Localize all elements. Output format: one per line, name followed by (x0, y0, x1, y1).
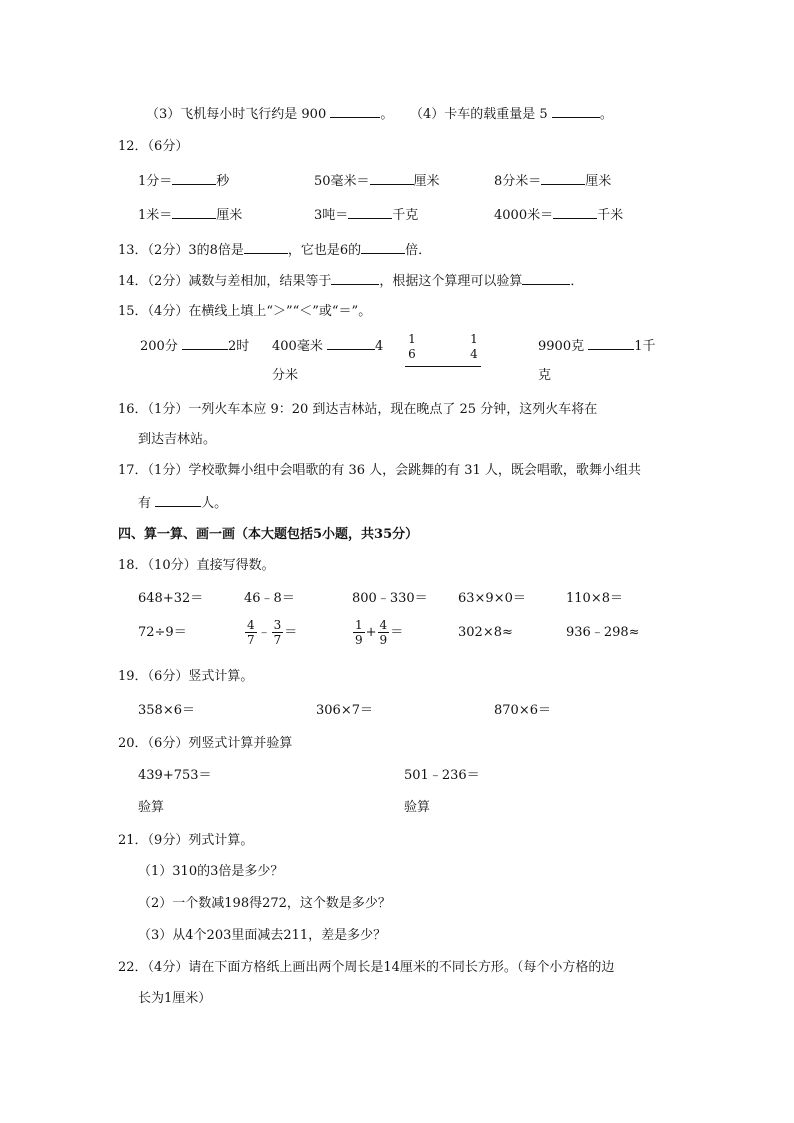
q17-line1: 17．（1分）学校歌舞小组中会唱歌的有 36 人，会跳舞的有 31 人，既会唱歌，歌舞小组共 (118, 463, 641, 478)
fraction: $\frac{4}{7}$ (247, 618, 255, 647)
answer-blank[interactable] (330, 105, 380, 118)
q18-r2-d: 302×8≈ (458, 625, 513, 640)
q20-check-a: 验算 (138, 800, 165, 815)
q16-line1: 16．（1分）一列火车本应 9：20 到达吉林站，现在晚点了 25 分钟，这列火车将在 (118, 402, 598, 417)
q21-sub-3: （3）从4个203里面减去211，差是多少？ (138, 928, 387, 943)
q11-part4: （4）卡车的载重量是 5 。 (410, 107, 613, 122)
answer-blank[interactable] (348, 206, 392, 219)
fraction: $\frac{4}{9}$ (379, 618, 388, 647)
q15-item-a: 200分 2时 (140, 339, 250, 354)
q12-item-a: 1分＝ 秒 (138, 174, 230, 189)
q18-r1-e: 110×8＝ (566, 591, 623, 606)
q12-item-f: 4000米＝ 千米 (494, 208, 624, 223)
fraction: $\frac{1}{9}$ (355, 618, 363, 647)
answer-blank[interactable] (244, 241, 288, 254)
q19-item-a: 358×6＝ (138, 703, 195, 718)
q15-item-b: 400毫米 4 (272, 339, 384, 354)
q15-fraction-2: 1 4 (470, 332, 478, 361)
answer-blank[interactable] (552, 105, 600, 118)
q20-item-a: 439+753＝ (138, 768, 212, 783)
answer-blank[interactable] (182, 337, 228, 350)
q12-item-e: 3吨＝ 千克 (314, 208, 419, 223)
q15-unit-c: 克 (538, 368, 552, 383)
q19-item-c: 870×6＝ (494, 703, 551, 718)
q18-r2-b: $\frac{4}{7}$ ﹣ $\frac{3}{7}$ ＝ (247, 618, 298, 647)
answer-blank[interactable] (172, 206, 216, 219)
q19-heading: 19．（6分）竖式计算。 (118, 669, 254, 684)
q18-r2-e: 936﹣298≈ (566, 625, 640, 640)
answer-blank[interactable] (361, 241, 405, 254)
answer-blank[interactable] (331, 272, 379, 285)
q21-heading: 21．（9分）列式计算。 (118, 833, 254, 848)
q18-r2-c: $\frac{1}{9}$ + $\frac{4}{9}$ ＝ (355, 618, 404, 647)
q21-sub-2: （2）一个数减198得272，这个数是多少？ (138, 896, 391, 911)
q12-heading: 12．（6分） (118, 139, 189, 154)
section-heading: 四、算一算、画一画（本大题包括5小题，共35分） (118, 527, 419, 542)
q18-r1-d: 63×9×0＝ (458, 591, 526, 606)
answer-blank[interactable] (370, 172, 414, 185)
answer-blank[interactable] (588, 337, 634, 350)
q11-part3: （3）飞机每小时飞行约是 900 。 (146, 107, 394, 122)
q15-item-c: 9900克 1千 (538, 339, 656, 354)
q15-fraction-answer-line[interactable] (405, 366, 481, 367)
answer-blank[interactable] (327, 337, 375, 350)
q20-heading: 20．（6分）列竖式计算并验算 (118, 736, 293, 751)
q15-unit-b: 分米 (272, 368, 299, 383)
q15-heading: 15．（4分）在横线上填上“＞”“＜”或“＝”。 (118, 304, 372, 319)
q18-r1-a: 648+32＝ (138, 591, 204, 606)
q12-item-d: 1米＝ 厘米 (138, 208, 243, 223)
q22-line2: 长为1厘米） (138, 991, 212, 1006)
answer-blank[interactable] (172, 172, 216, 185)
q14: 14．（2分）减数与差相加，结果等于 ，根据这个算理可以验算 ． (118, 274, 584, 289)
q18-r2-a: 72÷9＝ (138, 625, 187, 640)
q21-sub-1: （1）310的3倍是多少？ (138, 864, 284, 879)
q13: 13．（2分）3的8倍是 ，它也是6的 倍． (118, 243, 432, 258)
q12-item-b: 50毫米＝ 厘米 (314, 174, 440, 189)
answer-blank[interactable] (541, 172, 585, 185)
q17-line2: 有 人。 (138, 496, 228, 511)
q18-r1-b: 46﹣8＝ (244, 591, 295, 606)
q20-item-b: 501﹣236＝ (404, 768, 480, 783)
q22-line1: 22．（4分）请在下面方格纸上画出两个周长是14厘米的不同长方形。（每个小方格的边 (118, 960, 615, 975)
q19-item-b: 306×7＝ (316, 703, 373, 718)
q18-heading: 18．（10分）直接写得数。 (118, 558, 275, 573)
answer-blank[interactable] (553, 206, 597, 219)
answer-blank[interactable] (522, 272, 570, 285)
q20-check-b: 验算 (404, 800, 431, 815)
q18-r1-c: 800﹣330＝ (352, 591, 428, 606)
fraction: $\frac{3}{7}$ (273, 618, 282, 647)
q15-fraction-1: 1 6 (408, 332, 416, 361)
answer-blank[interactable] (155, 494, 201, 507)
q12-item-c: 8分米＝ 厘米 (494, 174, 612, 189)
q16-line2: 到达吉林站。 (138, 432, 217, 447)
